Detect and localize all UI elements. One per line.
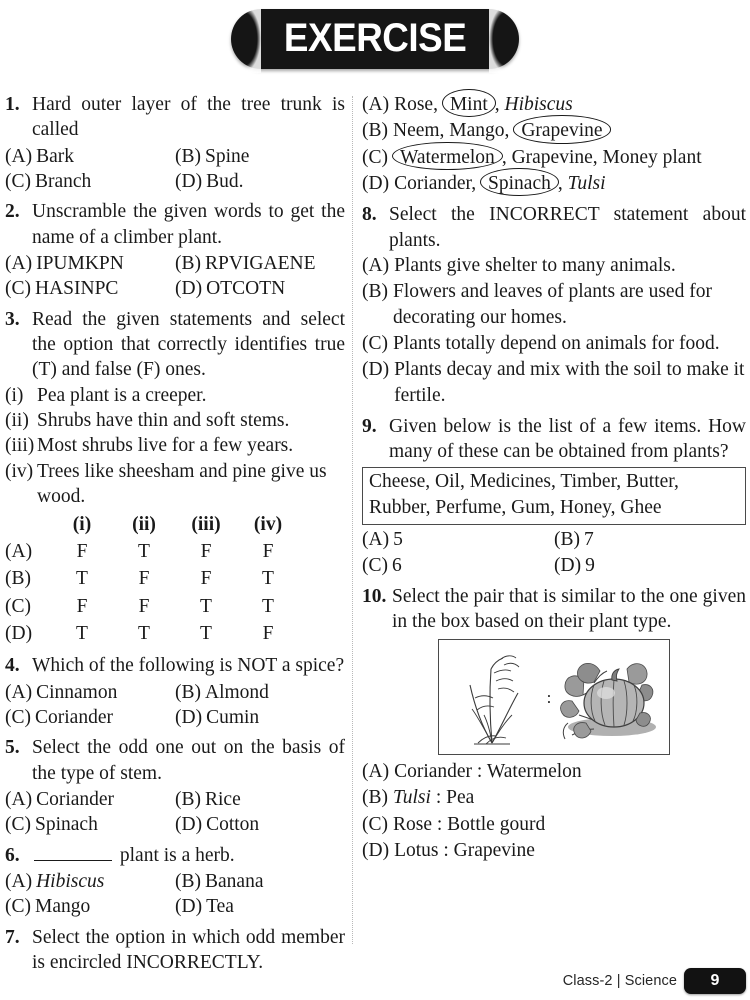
table-cell: T: [138, 622, 150, 644]
option-b-before: Neem, Mango,: [393, 120, 515, 142]
option-b-text: Banana: [205, 870, 264, 892]
option-a-label: (A): [362, 760, 390, 782]
option-b-text: Almond: [205, 681, 269, 703]
question-4: [5, 653, 345, 730]
option-a[interactable]: [362, 253, 746, 278]
question-5-number: 5.: [5, 737, 20, 759]
option-c[interactable]: [362, 145, 746, 170]
option-d-before: Coriander,: [394, 173, 482, 195]
question-6-text: plant is a herb.: [119, 844, 235, 866]
option-a[interactable]: [5, 680, 175, 705]
option-d[interactable]: [362, 357, 746, 408]
option-row: [5, 787, 345, 812]
pair-separator-colon: :: [546, 687, 552, 707]
statement-i-marker: (i): [5, 384, 24, 406]
option-a-label: (A): [5, 788, 33, 810]
option-b-text: [393, 785, 746, 810]
option-c-label: (C): [362, 813, 388, 835]
option-b[interactable]: [175, 869, 345, 894]
question-9-options: [362, 527, 746, 578]
page-title: EXERCISE: [283, 16, 467, 60]
exercise-banner: [0, 6, 750, 72]
table-header-iii: (iii): [191, 513, 221, 535]
option-a-text: Coriander: [36, 788, 115, 810]
question-8-options: [362, 253, 746, 408]
option-row: [5, 169, 345, 194]
item-list-box: [362, 467, 746, 526]
option-c-label: (C): [5, 706, 31, 728]
table-header-ii: (ii): [132, 513, 156, 535]
option-c[interactable]: [5, 812, 175, 837]
table-cell: F: [138, 568, 150, 590]
option-c-text: Plants totally depend on animals for food.: [393, 333, 720, 355]
table-row-label: (A): [5, 540, 33, 562]
question-3-statements: [5, 383, 345, 510]
option-b-text: [393, 118, 746, 143]
banner-shape: [231, 9, 519, 69]
table-cell: F: [76, 595, 88, 617]
option-c[interactable]: [362, 331, 746, 356]
option-d[interactable]: [175, 276, 345, 301]
option-row: [5, 812, 345, 837]
option-c-label: (C): [5, 814, 31, 836]
option-row: [5, 276, 345, 301]
option-d-text: Lotus : Grapevine: [394, 839, 535, 861]
option-c-text: Rose : Bottle gourd: [393, 813, 546, 835]
statement-ii: [5, 408, 345, 433]
question-7-text: Select the option in which odd member is encircled INCORRECTLY.: [32, 926, 345, 973]
pumpkin-creeper-icon: [561, 663, 656, 739]
fill-in-blank: [34, 847, 112, 861]
option-b[interactable]: [175, 680, 345, 705]
question-3-number: 3.: [5, 308, 20, 330]
item-list-line-1: Cheese, Oil, Medicines, Timber, Butter,: [369, 470, 679, 492]
option-a-label: (A): [5, 253, 33, 275]
option-d-text: Plants decay and mix with the soil to make it fertile.: [394, 359, 745, 406]
option-a-text: IPUMKPN: [36, 253, 124, 275]
question-6-options: [5, 869, 345, 920]
option-a-text: [394, 92, 746, 117]
option-c-text: HASINPC: [35, 278, 119, 300]
table-corner: [5, 512, 51, 539]
option-d-text: 9: [585, 554, 595, 576]
option-d-label: (D): [175, 814, 203, 836]
option-d-text: Bud.: [206, 171, 244, 193]
option-b-label: (B): [175, 870, 201, 892]
option-c[interactable]: [5, 276, 175, 301]
circled-word-watermelon: Watermelon: [393, 145, 502, 170]
option-d-text: [394, 171, 746, 196]
grass-herb-icon: [470, 656, 519, 744]
option-a-before: Rose,: [394, 94, 443, 115]
question-1: [5, 92, 345, 194]
option-a-after: ,: [494, 94, 505, 115]
table-row[interactable]: [5, 621, 299, 648]
question-3-stem: [5, 307, 345, 383]
option-c-text: [393, 145, 746, 170]
page-footer: [563, 968, 746, 994]
option-d-text: OTCOTN: [206, 278, 286, 300]
question-9-number: 9.: [362, 416, 377, 438]
option-a[interactable]: [5, 251, 175, 276]
option-a[interactable]: [362, 92, 746, 117]
table-cell: F: [262, 540, 274, 562]
table-cell: F: [200, 568, 212, 590]
option-a[interactable]: [5, 869, 175, 894]
option-d-text: Cotton: [206, 814, 260, 836]
option-c[interactable]: [362, 553, 554, 578]
statement-ii-text: Shrubs have thin and soft stems.: [37, 410, 290, 432]
question-8-number: 8.: [362, 204, 377, 226]
question-8: [362, 202, 746, 408]
question-4-stem: [5, 653, 345, 678]
question-3: [5, 307, 345, 648]
option-d-label: (D): [362, 173, 390, 195]
option-d-label: (D): [362, 839, 390, 861]
statement-iv-text: Trees like sheesham and pine give us wood.: [37, 460, 327, 508]
option-a-italic-tail: Hibiscus: [504, 94, 573, 115]
question-4-options: [5, 680, 345, 731]
table-cell: T: [262, 595, 274, 617]
table-row[interactable]: [5, 566, 299, 593]
option-c-label: (C): [362, 146, 388, 168]
option-b-label: (B): [362, 120, 388, 142]
option-d[interactable]: [175, 894, 345, 919]
table-row-label: (D): [5, 622, 33, 644]
option-b-label: (B): [554, 529, 580, 551]
option-a[interactable]: [362, 527, 554, 552]
question-9: [362, 414, 746, 578]
option-b[interactable]: [554, 527, 746, 552]
option-b-label: (B): [175, 681, 201, 703]
table-header-iv: (iv): [253, 513, 283, 535]
option-b-italic-word: Tulsi: [393, 787, 431, 809]
option-a-text: 5: [393, 529, 403, 551]
question-10-number: 10.: [362, 586, 387, 608]
question-2-text: Unscramble the given words to get the name of a climber plant.: [32, 201, 345, 248]
option-c-label: (C): [5, 896, 31, 918]
question-4-text: Which of the following is NOT a spice?: [32, 655, 345, 677]
question-1-number: 1.: [5, 94, 20, 115]
option-a-text: Coriander : Watermelon: [394, 760, 582, 782]
page-number-badge: 9: [684, 968, 746, 994]
question-5-options: [5, 787, 345, 838]
option-a[interactable]: [5, 787, 175, 812]
truth-table: [5, 512, 299, 649]
option-d[interactable]: [362, 171, 746, 196]
option-c-text: Mango: [35, 896, 91, 918]
question-1-stem: [5, 92, 345, 143]
question-3-text: Read the given statements and select the option that correctly identifies true (T) and false (F) ones.: [32, 308, 345, 381]
option-b-label: (B): [362, 281, 388, 303]
option-c-text: Branch: [35, 171, 92, 193]
circled-word-spinach: Spinach: [481, 171, 558, 196]
option-a-text: Bark: [36, 145, 74, 167]
option-d[interactable]: [362, 838, 746, 863]
statement-i-text: Pea plant is a creeper.: [37, 384, 207, 406]
question-7-number: 7.: [5, 926, 20, 948]
question-content: [0, 92, 750, 973]
option-row: [5, 251, 345, 276]
question-7-stem: [5, 925, 345, 976]
option-d-text: Tea: [206, 896, 234, 918]
option-a-label: (A): [5, 870, 33, 892]
option-c-label: (C): [5, 278, 31, 300]
question-6-stem: [5, 843, 345, 868]
table-cell: T: [76, 622, 88, 644]
option-c-text: 6: [392, 554, 402, 576]
option-a-label: (A): [5, 681, 33, 703]
table-cell: F: [200, 540, 212, 562]
table-cell: F: [138, 595, 150, 617]
option-a-text: Plants give shelter to many animals.: [394, 255, 676, 277]
question-1-options: [5, 144, 345, 195]
option-c[interactable]: [362, 812, 746, 837]
question-2-number: 2.: [5, 201, 20, 223]
option-a[interactable]: [362, 759, 746, 784]
option-a-label: (A): [362, 94, 390, 115]
option-b-label: (B): [175, 253, 201, 275]
question-5-stem: [5, 735, 345, 786]
statement-iv-marker: (iv): [5, 460, 34, 482]
option-d-label: (D): [175, 896, 203, 918]
option-a-label: (A): [5, 145, 33, 167]
option-d-label: (D): [362, 359, 390, 381]
table-cell: T: [138, 540, 150, 562]
table-cell: T: [200, 595, 212, 617]
table-row-label: (C): [5, 595, 31, 617]
table-header-row: [5, 512, 299, 539]
item-list-line-2: Rubber, Perfume, Gum, Honey, Ghee: [369, 497, 662, 519]
option-b[interactable]: [362, 118, 746, 143]
circled-word-mint: Mint: [443, 92, 495, 117]
option-a-text: Hibiscus: [36, 870, 105, 892]
statement-iii-text: Most shrubs live for a few years.: [37, 435, 294, 457]
option-d[interactable]: [175, 705, 345, 730]
option-b-text: 7: [584, 529, 594, 551]
circled-word-grapevine: Grapevine: [514, 118, 609, 143]
question-1-text: Hard outer layer of the tree trunk is called: [32, 94, 345, 141]
question-9-text: Given below is the list of a few items. How many of these can be obtained from plants?: [389, 416, 746, 463]
option-b-text: Flowers and leaves of plants are used for decorating our homes.: [393, 281, 712, 328]
option-c-label: (C): [362, 333, 388, 355]
question-10-options: [362, 759, 746, 863]
question-8-text: Select the INCORRECT statement about plants.: [389, 204, 746, 251]
question-2: [5, 199, 345, 301]
option-c-label: (C): [362, 554, 388, 576]
question-8-stem: [362, 202, 746, 253]
statement-i: [5, 383, 345, 408]
option-row: [5, 680, 345, 705]
option-b-label: (B): [175, 145, 201, 167]
question-7: [5, 925, 345, 976]
plant-pair-figure-box: [438, 639, 670, 755]
option-c[interactable]: [5, 169, 175, 194]
table-cell: T: [200, 622, 212, 644]
footer-class-subject: Class-2 | Science: [562, 973, 677, 989]
option-d-italic-tail: Tulsi: [567, 173, 606, 195]
option-row: [362, 553, 746, 578]
option-c-after: , Grapevine, Money plant: [501, 146, 702, 168]
question-5: [5, 735, 345, 837]
option-a-text: Cinnamon: [36, 681, 118, 703]
table-header-i: (i): [72, 513, 92, 535]
question-2-options: [5, 251, 345, 302]
option-a-label: (A): [362, 255, 390, 277]
statement-iii-marker: (iii): [5, 435, 35, 457]
option-c-label: (C): [5, 171, 31, 193]
question-4-number: 4.: [5, 655, 20, 677]
option-b[interactable]: [362, 785, 746, 810]
option-row: [5, 894, 345, 919]
table-cell: T: [76, 568, 88, 590]
table-cell: F: [76, 540, 88, 562]
option-d[interactable]: [175, 169, 345, 194]
option-c[interactable]: [5, 894, 175, 919]
option-d[interactable]: [554, 553, 746, 578]
option-d-label: (D): [554, 554, 582, 576]
option-d-label: (D): [175, 278, 203, 300]
option-d-label: (D): [175, 706, 203, 728]
statement-iii: [5, 433, 345, 458]
table-row[interactable]: [5, 594, 299, 621]
option-d-text: Cumin: [206, 706, 260, 728]
question-10-stem: [362, 584, 746, 635]
option-row: [362, 527, 746, 552]
table-row[interactable]: [5, 539, 299, 566]
table-cell: T: [262, 568, 274, 590]
table-cell: F: [262, 622, 274, 644]
option-row: [5, 869, 345, 894]
question-6-number: 6.: [5, 844, 20, 866]
question-7-options: [362, 92, 746, 196]
left-column: [5, 92, 345, 980]
plant-pair-illustration: [444, 643, 664, 751]
option-b[interactable]: [175, 144, 345, 169]
option-b-text: Rice: [205, 788, 241, 810]
question-9-stem: [362, 414, 746, 465]
question-6: [5, 843, 345, 920]
option-row: [5, 144, 345, 169]
option-b-rest: : Pea: [430, 787, 475, 809]
statement-ii-marker: (ii): [5, 410, 29, 432]
option-c[interactable]: [5, 705, 175, 730]
option-c-text: Spinach: [35, 814, 98, 836]
option-a[interactable]: [5, 144, 175, 169]
option-d[interactable]: [175, 812, 345, 837]
option-b-label: (B): [362, 787, 388, 809]
table-row-label: (B): [5, 568, 31, 590]
option-d-label: (D): [175, 171, 203, 193]
option-row: [5, 705, 345, 730]
option-b[interactable]: [362, 279, 746, 330]
option-c-text: Coriander: [35, 706, 113, 728]
statement-iv: [5, 459, 345, 510]
option-d-after: ,: [557, 173, 568, 195]
question-10-text: Select the pair that is similar to the one given in the box based on their plant type.: [392, 586, 746, 633]
question-5-text: Select the odd one out on the basis of the type of stem.: [32, 737, 345, 784]
question-2-stem: [5, 199, 345, 250]
option-b[interactable]: [175, 787, 345, 812]
option-b-label: (B): [175, 788, 201, 810]
option-a-label: (A): [362, 529, 390, 551]
option-b-text: RPVIGAENE: [205, 253, 316, 275]
option-b[interactable]: [175, 251, 345, 276]
option-b-text: Spine: [205, 145, 250, 167]
right-column: [362, 92, 746, 868]
question-10: [362, 584, 746, 863]
